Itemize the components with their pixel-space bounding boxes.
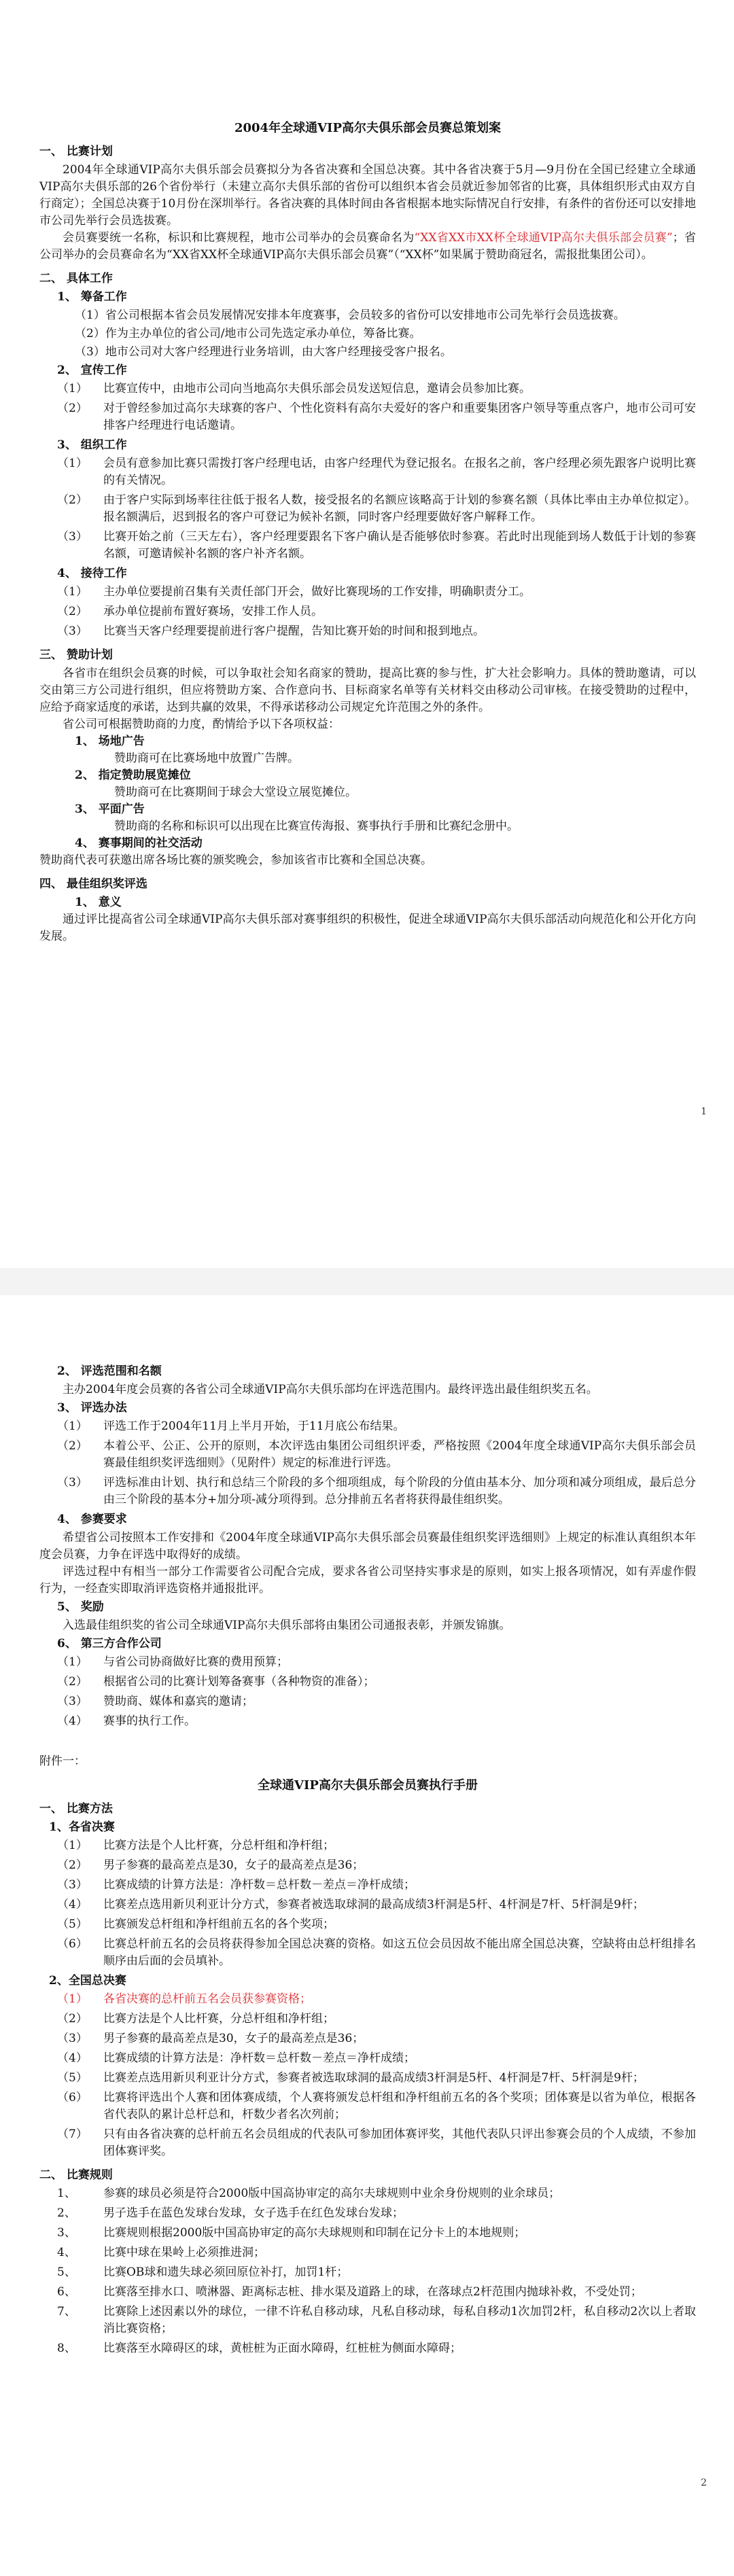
list-text: 比赛方法是个人比杆赛，分总杆组和净杆组；	[103, 1839, 334, 1852]
paragraph: 通过评比提高省公司全球通VIP高尔夫俱乐部对赛事组织的积极性，促进全球通VIP高尔夫俱乐部活动向规范化和公开化方向发展。	[39, 913, 696, 943]
list-item: （3）地市公司对大客户经理进行业务培训，由大客户经理接受客户报名。	[75, 345, 452, 359]
list-marker: （3）	[57, 1878, 88, 1892]
subsection-heading: 1、 筹备工作	[57, 290, 127, 304]
list-marker: 3、	[57, 2226, 76, 2240]
list-text: 根据省公司的比赛计划筹备赛事（各种物资的准备）；	[103, 1675, 375, 1689]
benefit-text: 赞助商可在比赛场地中放置广告牌。	[114, 752, 299, 765]
subsection-heading: 1、各省决赛	[49, 1820, 115, 1834]
benefit-text: 赞助商的名称和标识可以出现在比赛宣传海报、赛事执行手册和比赛纪念册中。	[114, 819, 519, 833]
list-marker: （2）	[57, 402, 88, 415]
list-text: 参赛的球员必须是符合2000版中国高协审定的高尔夫球规则中业余身份规则的业余球员；	[103, 2187, 561, 2200]
list-text: 赞助商、媒体和嘉宾的邀请；	[103, 1695, 254, 1708]
document-page-2	[0, 1295, 734, 2576]
list-item	[57, 400, 696, 434]
list-item	[57, 1936, 696, 1970]
list-text: 男子选手在蓝色发球台发球，女子选手在红色发球台发球；	[103, 2206, 404, 2220]
subsection-heading: 2、全国总决赛	[49, 1974, 126, 1988]
paragraph: 2004年全球通VIP高尔夫俱乐部会员赛拟分为各省决赛和全国总决赛。其中各省决赛于5月—9月份在全国已经建立全球通VIP高尔夫俱乐部的26个省份举行（未建立高尔夫俱乐部的省份可以组织本省会员就近参加邻省的比赛，具体组织形式由双方自行商定）；全国总决赛于10月份在深圳举行。各省决赛的具体时间由各省根据本地实际情况自行安排，有条件的省份还可以安排地市公司先举行会员选拔赛。	[39, 163, 696, 228]
list-item	[57, 1877, 696, 1894]
list-marker: （6）	[57, 2091, 88, 2104]
subsection-heading: 3、 评选办法	[57, 1401, 127, 1415]
list-item	[57, 492, 696, 526]
list-item	[57, 603, 696, 620]
highlighted-text: “XX省XX市XX杯全球通VIP高尔夫俱乐部会员赛”	[414, 231, 673, 245]
list-item	[57, 2264, 696, 2281]
paragraph: 入选最佳组织奖的省公司全球通VIP高尔夫俱乐部将由集团公司通报表彰，并颁发锦旗。	[63, 1619, 511, 1632]
paragraph: 希望省公司按照本工作安排和《2004年度全球通VIP高尔夫俱乐部会员赛最佳组织奖评选细则》上规定的标准认真组织本年度会员赛，力争在评选中取得好的成绩。	[39, 1531, 696, 1562]
list-item	[57, 1674, 696, 1691]
text-span: ；省公司举办的会员赛命名为“XX省XX杯全球通VIP高尔夫俱乐部会员赛”（“XX杯”如果属于赞助商冠名，需报批集团公司）。	[39, 231, 697, 262]
list-text: 只有由各省决赛的总杆前五名会员组成的代表队可参加团体赛评奖，其他代表队只评出参赛会员的个人成绩，不参加团体赛评奖。	[103, 2128, 696, 2158]
list-text: 对于曾经参加过高尔夫球赛的客户、个性化资料有高尔夫爱好的客户和重要集团客户领导等重点客户，地市公司可安排客户经理进行电话邀请。	[103, 402, 696, 432]
list-marker: （1）	[57, 1992, 88, 2006]
list-text: 比赛将评选出个人赛和团体赛成绩，个人赛将颁发总杆组和净杆组前五名的各个奖项；团体赛是以省为单位，根据各省代表队的累计总杆总和，杆数少者名次列前；	[103, 2091, 696, 2121]
list-item	[57, 2205, 696, 2222]
subsection-heading: 6、 第三方合作公司	[57, 1637, 162, 1651]
section-heading: 四、 最佳组织奖评选	[39, 877, 147, 891]
page-2-content	[39, 1362, 696, 2360]
list-item	[57, 2011, 696, 2028]
benefit-text: 赞助商代表可获邀出席各场比赛的颁奖晚会，参加该省市比赛和全国总决赛。	[39, 853, 432, 867]
list-marker: （2）	[57, 605, 88, 618]
list-item: （1）省公司根据本省会员发展情况安排本年度赛事，会员较多的省份可以安排地市公司先举行会员选拔赛。	[75, 308, 625, 322]
list-text: 承办单位提前布置好赛场，安排工作人员。	[103, 605, 323, 618]
text-span: 会员赛要统一名称，标识和比赛规程，地市公司举办的会员赛命名为	[63, 231, 415, 245]
list-marker: 6、	[57, 2285, 76, 2299]
subsection-heading: 5、 奖励	[57, 1600, 104, 1614]
list-text: 赛事的执行工作。	[103, 1714, 196, 1728]
paragraph: 主办2004年度会员赛的各省公司全球通VIP高尔夫俱乐部均在评选范围内。最终评选出最佳组织奖五名。	[63, 1383, 598, 1396]
list-text: 与省公司协商做好比赛的费用预算；	[103, 1655, 288, 1669]
list-marker: 7、	[57, 2305, 76, 2318]
list-marker: （3）	[57, 530, 88, 544]
list-marker: （2）	[57, 2012, 88, 2026]
list-item: （2）作为主办单位的省公司/地市公司先选定承办单位，筹备比赛。	[75, 327, 421, 340]
list-text: 评选工作于2004年11月上半月开始，于11月底公布结果。	[103, 1419, 405, 1433]
list-text: 比赛开始之前（三天左右），客户经理要跟名下客户确认是否能够依时参赛。若此时出现能到场人数低于计划的参赛名额，可邀请候补名额的客户补齐名额。	[103, 530, 696, 561]
list-text: 由于客户实际到场率往往低于报名人数，接受报名的名额应该略高于计划的参赛名额（具体比率由主办单位拟定）。报名额满后，迟到报名的客户可登记为候补名额，同时客户经理要做好客户解释工作。	[103, 493, 696, 524]
page-number: 1	[701, 1106, 707, 1117]
benefit-heading: 2、 指定赞助展览摊位	[75, 769, 191, 782]
list-item	[57, 1713, 696, 1730]
benefit-heading: 4、 赛事期间的社交活动	[75, 836, 203, 850]
list-marker: （2）	[57, 1858, 88, 1872]
list-text: 评选标准由计划、执行和总结三个阶段的多个细项组成，每个阶段的分值由基本分、加分项和减分项组成，最后总分由三个阶段的基本分+加分项-减分项得到。总分排前五名者将获得最佳组织奖。	[103, 1476, 696, 1506]
list-item	[57, 1418, 696, 1435]
paragraph: 各省市在组织会员赛的时候，可以争取社会知名商家的赞助，提高比赛的参与性，扩大社会影响力。具体的赞助邀请，可以交由第三方公司进行组织，但应将赞助方案、合作意向书、目标商家名单等有关材料交由移动公司审核。在接受赞助的过程中，应给予商家适度的承诺，达到共赢的效果，不得承诺移动公司规定允许范围之外的条件。	[39, 667, 696, 714]
list-text: 比赛OB球和遗失球必须回原位补打，加罚1杆；	[103, 2265, 349, 2279]
subsection-heading: 2、 宣传工作	[57, 364, 127, 377]
list-marker: （2）	[57, 1675, 88, 1689]
list-text: 比赛成绩的计算方法是：净杆数＝总杆数－差点＝净杆成绩；	[103, 2051, 415, 2065]
document-page-1	[0, 0, 734, 1268]
list-item	[57, 584, 696, 601]
paragraph: 省公司可根据赞助商的力度，酌情给予以下各项权益：	[63, 718, 340, 731]
list-text: 比赛成绩的计算方法是：净杆数＝总杆数－差点＝净杆成绩；	[103, 1878, 415, 1892]
list-item	[57, 1837, 696, 1854]
section-heading: 二、 比赛规则	[39, 2168, 113, 2182]
list-marker: （1）	[57, 1839, 88, 1852]
list-item	[57, 1896, 696, 1913]
page-number: 2	[701, 2477, 707, 2488]
list-item	[57, 1438, 696, 1472]
list-text: 男子参赛的最高差点是30，女子的最高差点是36；	[103, 2032, 364, 2045]
list-item	[57, 529, 696, 563]
page-1-content	[39, 120, 696, 945]
list-item	[57, 381, 696, 398]
list-marker: （4）	[57, 2051, 88, 2065]
list-marker: （2）	[57, 1439, 88, 1453]
list-item	[57, 2244, 696, 2261]
benefit-heading: 1、 场地广告	[75, 735, 145, 748]
list-item	[57, 455, 696, 489]
benefit-heading: 3、 平面广告	[75, 802, 145, 816]
list-marker: （4）	[57, 1714, 88, 1728]
paragraph: 评选过程中有相当一部分工作需要省公司配合完成，要求各省公司坚持实事求是的原则，如实上报各项情况，如有弄虚作假行为，一经查实即取消评选资格并通报批评。	[39, 1565, 696, 1595]
list-text: 比赛差点选用新贝利亚计分方式，参赛者被选取球洞的最高成绩3杆洞是5杆、4杆洞是7杆、5杆洞是9杆；	[103, 2071, 644, 2085]
list-marker: （2）	[57, 493, 88, 507]
list-item	[57, 2050, 696, 2067]
annex-label: 附件一：	[39, 1754, 86, 1768]
list-item	[57, 2304, 696, 2337]
subsection-heading: 4、 参赛要求	[57, 1513, 127, 1526]
list-text: 比赛规则根据2000版中国高协审定的高尔夫球规则和印制在记分卡上的本地规则；	[103, 2226, 526, 2240]
section-heading: 二、 具体工作	[39, 272, 113, 285]
spacer	[39, 1733, 696, 1753]
list-marker: （1）	[57, 457, 88, 470]
document-title: 2004年全球通VIP高尔夫俱乐部会员赛总策划案	[234, 121, 502, 135]
list-text: 比赛当天客户经理要提前进行客户提醒，告知比赛开始的时间和报到地点。	[103, 624, 485, 638]
list-marker: （3）	[57, 624, 88, 638]
list-item	[57, 2225, 696, 2242]
list-text: 比赛落至排水口、喷淋器、距离标志桩、排水渠及道路上的球，在落球点2杆范围内抛球补救，不受处罚；	[103, 2285, 642, 2299]
list-item	[57, 2284, 696, 2301]
list-item	[57, 1916, 696, 1933]
list-text: 比赛总杆前五名的会员将获得参加全国总决赛的资格。如这五位会员因故不能出席全国总决赛，空缺将由总杆组排名顺序由后面的会员填补。	[103, 1937, 696, 1968]
list-text: 比赛中球在果岭上必须推进洞；	[103, 2246, 265, 2259]
list-marker: （1）	[57, 382, 88, 395]
list-text: 比赛落至水障碍区的球，黄桩桩为正面水障碍，红桩桩为侧面水障碍；	[103, 2342, 461, 2355]
subsection-heading: 2、 评选范围和名额	[57, 1364, 162, 1378]
list-marker: （5）	[57, 2071, 88, 2085]
paragraph	[39, 230, 696, 264]
list-marker: 4、	[57, 2246, 76, 2259]
list-item	[57, 2030, 696, 2047]
list-marker: （4）	[57, 1898, 88, 1911]
list-item	[57, 623, 696, 640]
section-heading: 三、 赞助计划	[39, 648, 113, 662]
list-text: 各省决赛的总杆前五名会员获参赛资格；	[103, 1992, 311, 2006]
subsection-heading: 3、 组织工作	[57, 438, 127, 452]
list-item	[57, 1693, 696, 1710]
benefit-text: 赞助商可在比赛期间于球会大堂设立展览摊位。	[114, 786, 357, 799]
list-text: 比赛差点选用新贝利亚计分方式，参赛者被选取球洞的最高成绩3杆洞是5杆、4杆洞是7杆、5杆洞是9杆；	[103, 1898, 644, 1911]
list-marker: 1、	[57, 2187, 76, 2200]
list-item	[57, 2185, 696, 2202]
list-marker: （1）	[57, 1419, 88, 1433]
list-marker: 5、	[57, 2265, 76, 2279]
list-text: 比赛颁发总杆组和净杆组前五名的各个奖项；	[103, 1918, 334, 1931]
annex-title: 全球通VIP高尔夫俱乐部会员赛执行手册	[258, 1778, 478, 1793]
section-heading: 一、 比赛方法	[39, 1802, 113, 1816]
list-item	[57, 2089, 696, 2123]
list-item	[57, 2340, 696, 2357]
subsection-heading: 1、 意义	[75, 896, 122, 909]
list-text: 会员有意参加比赛只需拨打客户经理电话，由客户经理代为登记报名。在报名之前，客户经理必须先跟客户说明比赛的有关情况。	[103, 457, 696, 487]
subsection-heading: 4、 接待工作	[57, 567, 127, 580]
list-text: 比赛方法是个人比杆赛，分总杆组和净杆组；	[103, 2012, 334, 2026]
list-text: 主办单位要提前召集有关责任部门开会，做好比赛现场的工作安排，明确职责分工。	[103, 585, 531, 599]
section-heading: 一、 比赛计划	[39, 145, 113, 158]
list-item	[57, 1475, 696, 1508]
page-gap	[0, 1268, 734, 1295]
list-marker: （5）	[57, 1918, 88, 1931]
list-marker: （6）	[57, 1937, 88, 1951]
list-text: 男子参赛的最高差点是30，女子的最高差点是36；	[103, 1858, 364, 1872]
list-text: 比赛除上述因素以外的球位，一律不许私自移动球，凡私自移动球，每私自移动1次加罚2杆，私自移动2次以上者取消比赛资格；	[103, 2305, 696, 2335]
list-marker: （3）	[57, 1476, 88, 1489]
list-item-highlighted	[57, 1991, 696, 2008]
list-marker: （3）	[57, 1695, 88, 1708]
list-item	[57, 1857, 696, 1874]
list-marker: （7）	[57, 2128, 88, 2141]
list-marker: （1）	[57, 585, 88, 599]
list-marker: 8、	[57, 2342, 76, 2355]
list-text: 比赛宣传中，由地市公司向当地高尔夫俱乐部会员发送短信息，邀请会员参加比赛。	[103, 382, 531, 395]
list-item	[57, 2070, 696, 2087]
list-marker: 2、	[57, 2206, 76, 2220]
list-marker: （1）	[57, 1655, 88, 1669]
list-item	[57, 1654, 696, 1671]
list-text: 本着公平、公正、公开的原则，本次评选由集团公司组织评委，严格按照《2004年度全球通VIP高尔夫俱乐部会员赛最佳组织奖评选细则》（见附件）规定的标准进行评选。	[103, 1439, 696, 1470]
list-marker: （3）	[57, 2032, 88, 2045]
list-item	[57, 2126, 696, 2160]
